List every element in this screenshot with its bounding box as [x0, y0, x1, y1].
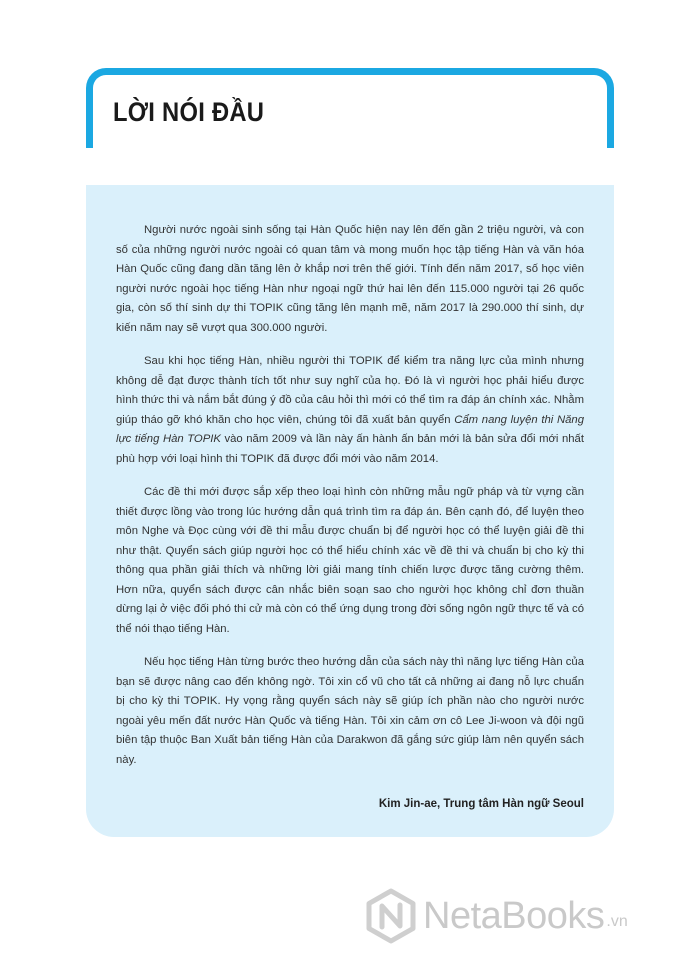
watermark-suffix: .vn: [606, 913, 628, 930]
preface-paragraph-2-text-end: vào năm 2009 và lần này ấn hành ấn bản mới là bản sửa đổi mới nhất phù hợp với loại hình thi TOPIK đã được đổi mới vào năm 2014.: [116, 433, 584, 465]
preface-paragraph-1: Người nước ngoài sinh sống tại Hàn Quốc hiện nay lên đến gần 2 triệu người, và con số của những người nước ngoài có quan tâm và mong muốn học tập tiếng Hàn và văn hóa Hàn Quốc cũng đang dần tăng lên ở khắp nơi trên thế giới. Tính đến năm 2017, số học viên người nước ngoài học tiếng Hàn như ngoại ngữ thứ hai lên đến 115.000 người tại 26 quốc gia, còn số thí sinh dự thi TOPIK cũng tăng lên mạnh mẽ, năm 2017 là 290.000 thí sinh, dự kiến năm nay sẽ vượt qua 300.000 người.: [116, 224, 584, 334]
preface-paragraph-2-text-start: Sau khi học tiếng Hàn, nhiều người thi TOPIK để kiểm tra năng lực của mình nhưng không dễ đạt được thành tích tốt như suy nghĩ của họ. Đó là vì người học phải hiểu được hình thức thi và nắm bắt đúng ý đồ của câu hỏi thì mới có thể tìm ra đáp án chính xác. Nhằm giúp tháo gỡ khó khăn cho học viên, chúng tôi đã xuất bản quyển: [116, 355, 584, 426]
watermark: [365, 888, 628, 944]
author-signature: Kim Jin-ae, Trung tâm Hàn ngữ Seoul: [378, 798, 584, 810]
preface-paragraph-3: Các đề thi mới được sắp xếp theo loại hình còn những mẫu ngữ pháp và từ vựng cần thiết được lồng vào trong lúc hướng dẫn quá trình tìm ra đáp án. Bên cạnh đó, để luyện theo môn Nghe và Đọc cùng với đề thi mẫu được chuẩn bị để người học có thể luyện giải đề thi như thật. Quyển sách giúp người học có thể hiểu chính xác về đề thi và chuẩn bị cho kỳ thi thông qua phần giải thích và những lời giải mang tính chiến lược được tăng cường thêm. Hơn nữa, quyển sách được cân nhắc biên soạn sao cho người học không chỉ đơn thuần dừng lại ở việc đối phó thi cử mà còn có thể ứng dụng trong đời sống ngôn ngữ thực tế và có thể nói thạo tiếng Hàn.: [116, 486, 584, 635]
preface-panel: [86, 185, 614, 837]
preface-paragraph-4: Nếu học tiếng Hàn từng bước theo hướng dẫn của sách này thì năng lực tiếng Hàn của bạn sẽ được nâng cao đến không ngờ. Tôi xin cổ vũ cho tất cả những ai đang nỗ lực chuẩn bị cho kỳ thi TOPIK. Hy vọng rằng quyển sách này sẽ giúp ích phần nào cho người nước ngoài yêu mến đất nước Hàn Quốc và tiếng Hàn. Tôi xin cảm ơn cô Lee Ji-woon và đội ngũ biên tập thuộc Ban Xuất bản tiếng Hàn của Darakwon đã gắng sức giúp làm nên quyển sách này.: [116, 656, 584, 766]
book-title: Cẩm nang luyện thi Năng lực tiếng Hàn TOPIK: [116, 413, 584, 445]
preface-paragraph-2: [116, 352, 584, 469]
watermark-text: NetaBooks: [423, 895, 605, 937]
netabooks-logo-icon: [365, 888, 417, 944]
page-title: LỜI NÓI ĐẦU: [113, 97, 265, 127]
